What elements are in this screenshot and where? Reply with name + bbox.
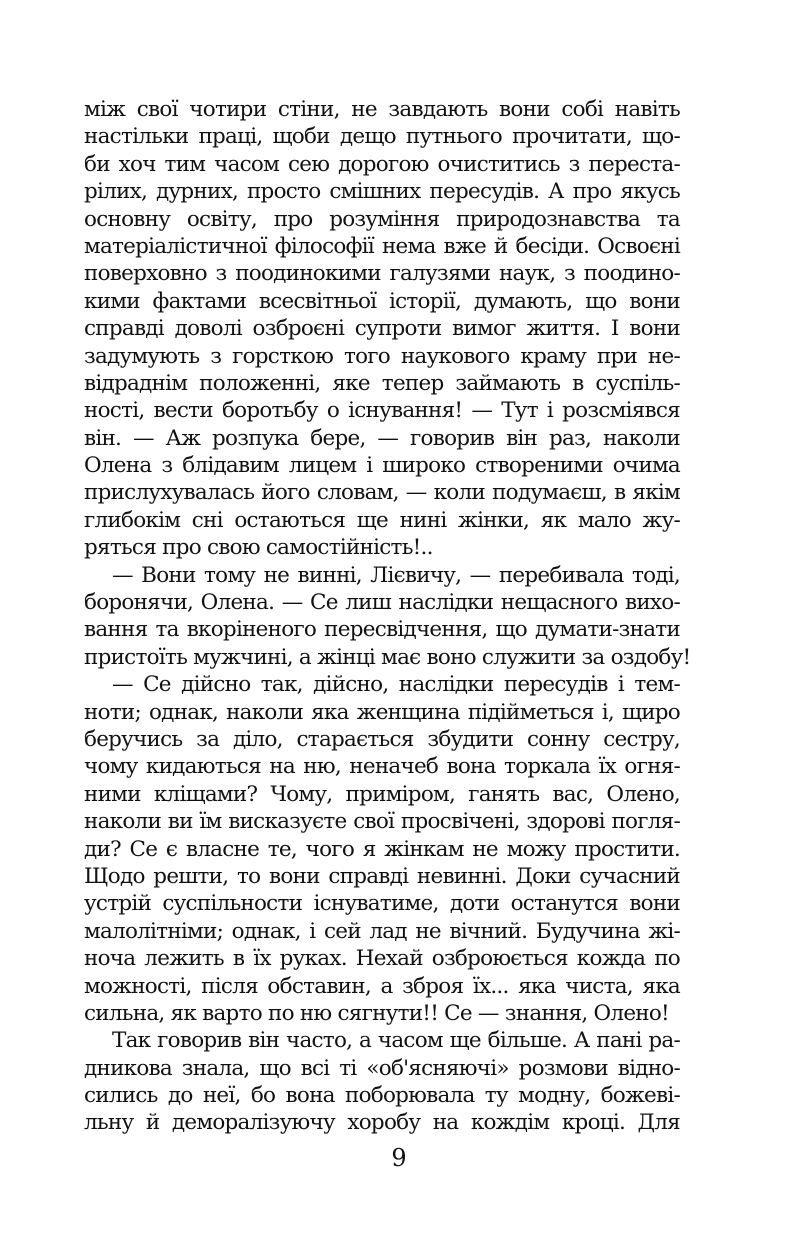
- text-line: льну й деморалізуючу хоробу на кождім кроці. Для: [84, 1110, 680, 1136]
- text-line: пристоїть мужчині, а жінці має воно служити за оздобу!: [84, 644, 691, 670]
- paragraph-3: [84, 671, 680, 1027]
- text-line: він. — Аж розпука бере, — говорив він раз, наколи: [84, 425, 680, 451]
- text-line: дникова знала, що всі ті «об'ясняючі» розмови відно-: [84, 1055, 680, 1081]
- text-line: відраднім положенні, яке тепер займають в суспіль-: [84, 370, 680, 396]
- text-line: можності, після обставин, а зброя їх... яка чиста, яка: [84, 973, 680, 999]
- text-line: — Вони тому не винні, Лієвичу, — перебивала тоді,: [112, 562, 680, 588]
- page-number: 9: [391, 1144, 407, 1172]
- text-line: Щодо решти, то вони справді невинні. Доки сучасний: [84, 863, 680, 889]
- text-line: боронячи, Олена. — Се лиш наслідки нещасного вихо-: [84, 590, 680, 616]
- text-line: Олена з блідавим лицем і широко створеними очима: [84, 453, 680, 479]
- text-line: ди? Се є власне те, чого я жінкам не можу простити.: [84, 836, 680, 862]
- text-line: основну освіту, про розуміння природознавства та: [84, 206, 680, 232]
- text-line: сильна, як варто по ню сягнути!! Се — знання, Олено!: [84, 1000, 669, 1026]
- text-line: рілих, дурних, просто смішних пересудів. А про якусь: [84, 179, 680, 205]
- text-line: — Се дійсно так, дійсно, наслідки пересудів і тем-: [112, 672, 680, 698]
- text-line: сились до неї, бо вона поборювала ту модну, божеві-: [84, 1083, 680, 1109]
- text-line: Так говорив він часто, а часом ще більше. А пані ра-: [112, 1028, 680, 1054]
- text-line: беручись за діло, старається збудити сонну сестру,: [84, 726, 680, 752]
- text-line: ноти; однак, наколи яка женщина підійметься і, щиро: [84, 699, 680, 725]
- paragraph-2: [84, 562, 691, 672]
- text-line: поверховно з поодинокими галузями наук, з поодино-: [84, 261, 680, 287]
- text-line: кими фактами всесвітньої історії, думають, що вони: [84, 288, 680, 314]
- text-line: вання та вкоріненого пересвідчення, що думати-знати: [84, 617, 680, 643]
- text-line: малолітніми; однак, і сей лад не вічний. Будучина жі-: [84, 918, 680, 944]
- text-line: настільки праці, щоби дещо путнього прочитати, що-: [84, 124, 680, 150]
- text-line: глибокім сні остаються ще нині жінки, як мало жу-: [84, 507, 680, 533]
- text-line: ності, вести боротьбу о існування! — Тут і розсміявся: [84, 398, 680, 424]
- text-line: наколи ви їм висказуєте свої просвічені, здорові погля-: [84, 809, 680, 835]
- text-line: між свої чотири стіни, не завдають вони собі навіть: [84, 97, 680, 122]
- text-line: прислухувалась його словам, — коли подумаєш, в якім: [84, 480, 680, 506]
- text-line: чому кидаються на ню, неначеб вона торкала їх огня-: [84, 754, 680, 780]
- text-line: ноча лежить в їх руках. Нехай озброюється кожда по: [84, 946, 680, 972]
- text-line: справді доволі озброєні супроти вимог життя. І вони: [84, 316, 680, 342]
- paragraph-1: [84, 96, 680, 562]
- text-line: ряться про свою самостійність!..: [84, 535, 433, 561]
- text-line: ними кліщами? Чому, приміром, ганять вас, Олено,: [84, 781, 680, 807]
- text-line: матеріалістичної філософії нема вже й бесіди. Освоєні: [84, 233, 680, 259]
- text-line: би хоч тим часом сею дорогою очиститись з переста-: [84, 151, 680, 177]
- text-line: устрій суспільности існуватиме, доти останутся вони: [84, 891, 680, 917]
- page-body: [84, 96, 691, 1137]
- paragraph-4: [84, 1027, 680, 1137]
- text-line: задумують з горсткою того наукового краму при не-: [84, 343, 680, 369]
